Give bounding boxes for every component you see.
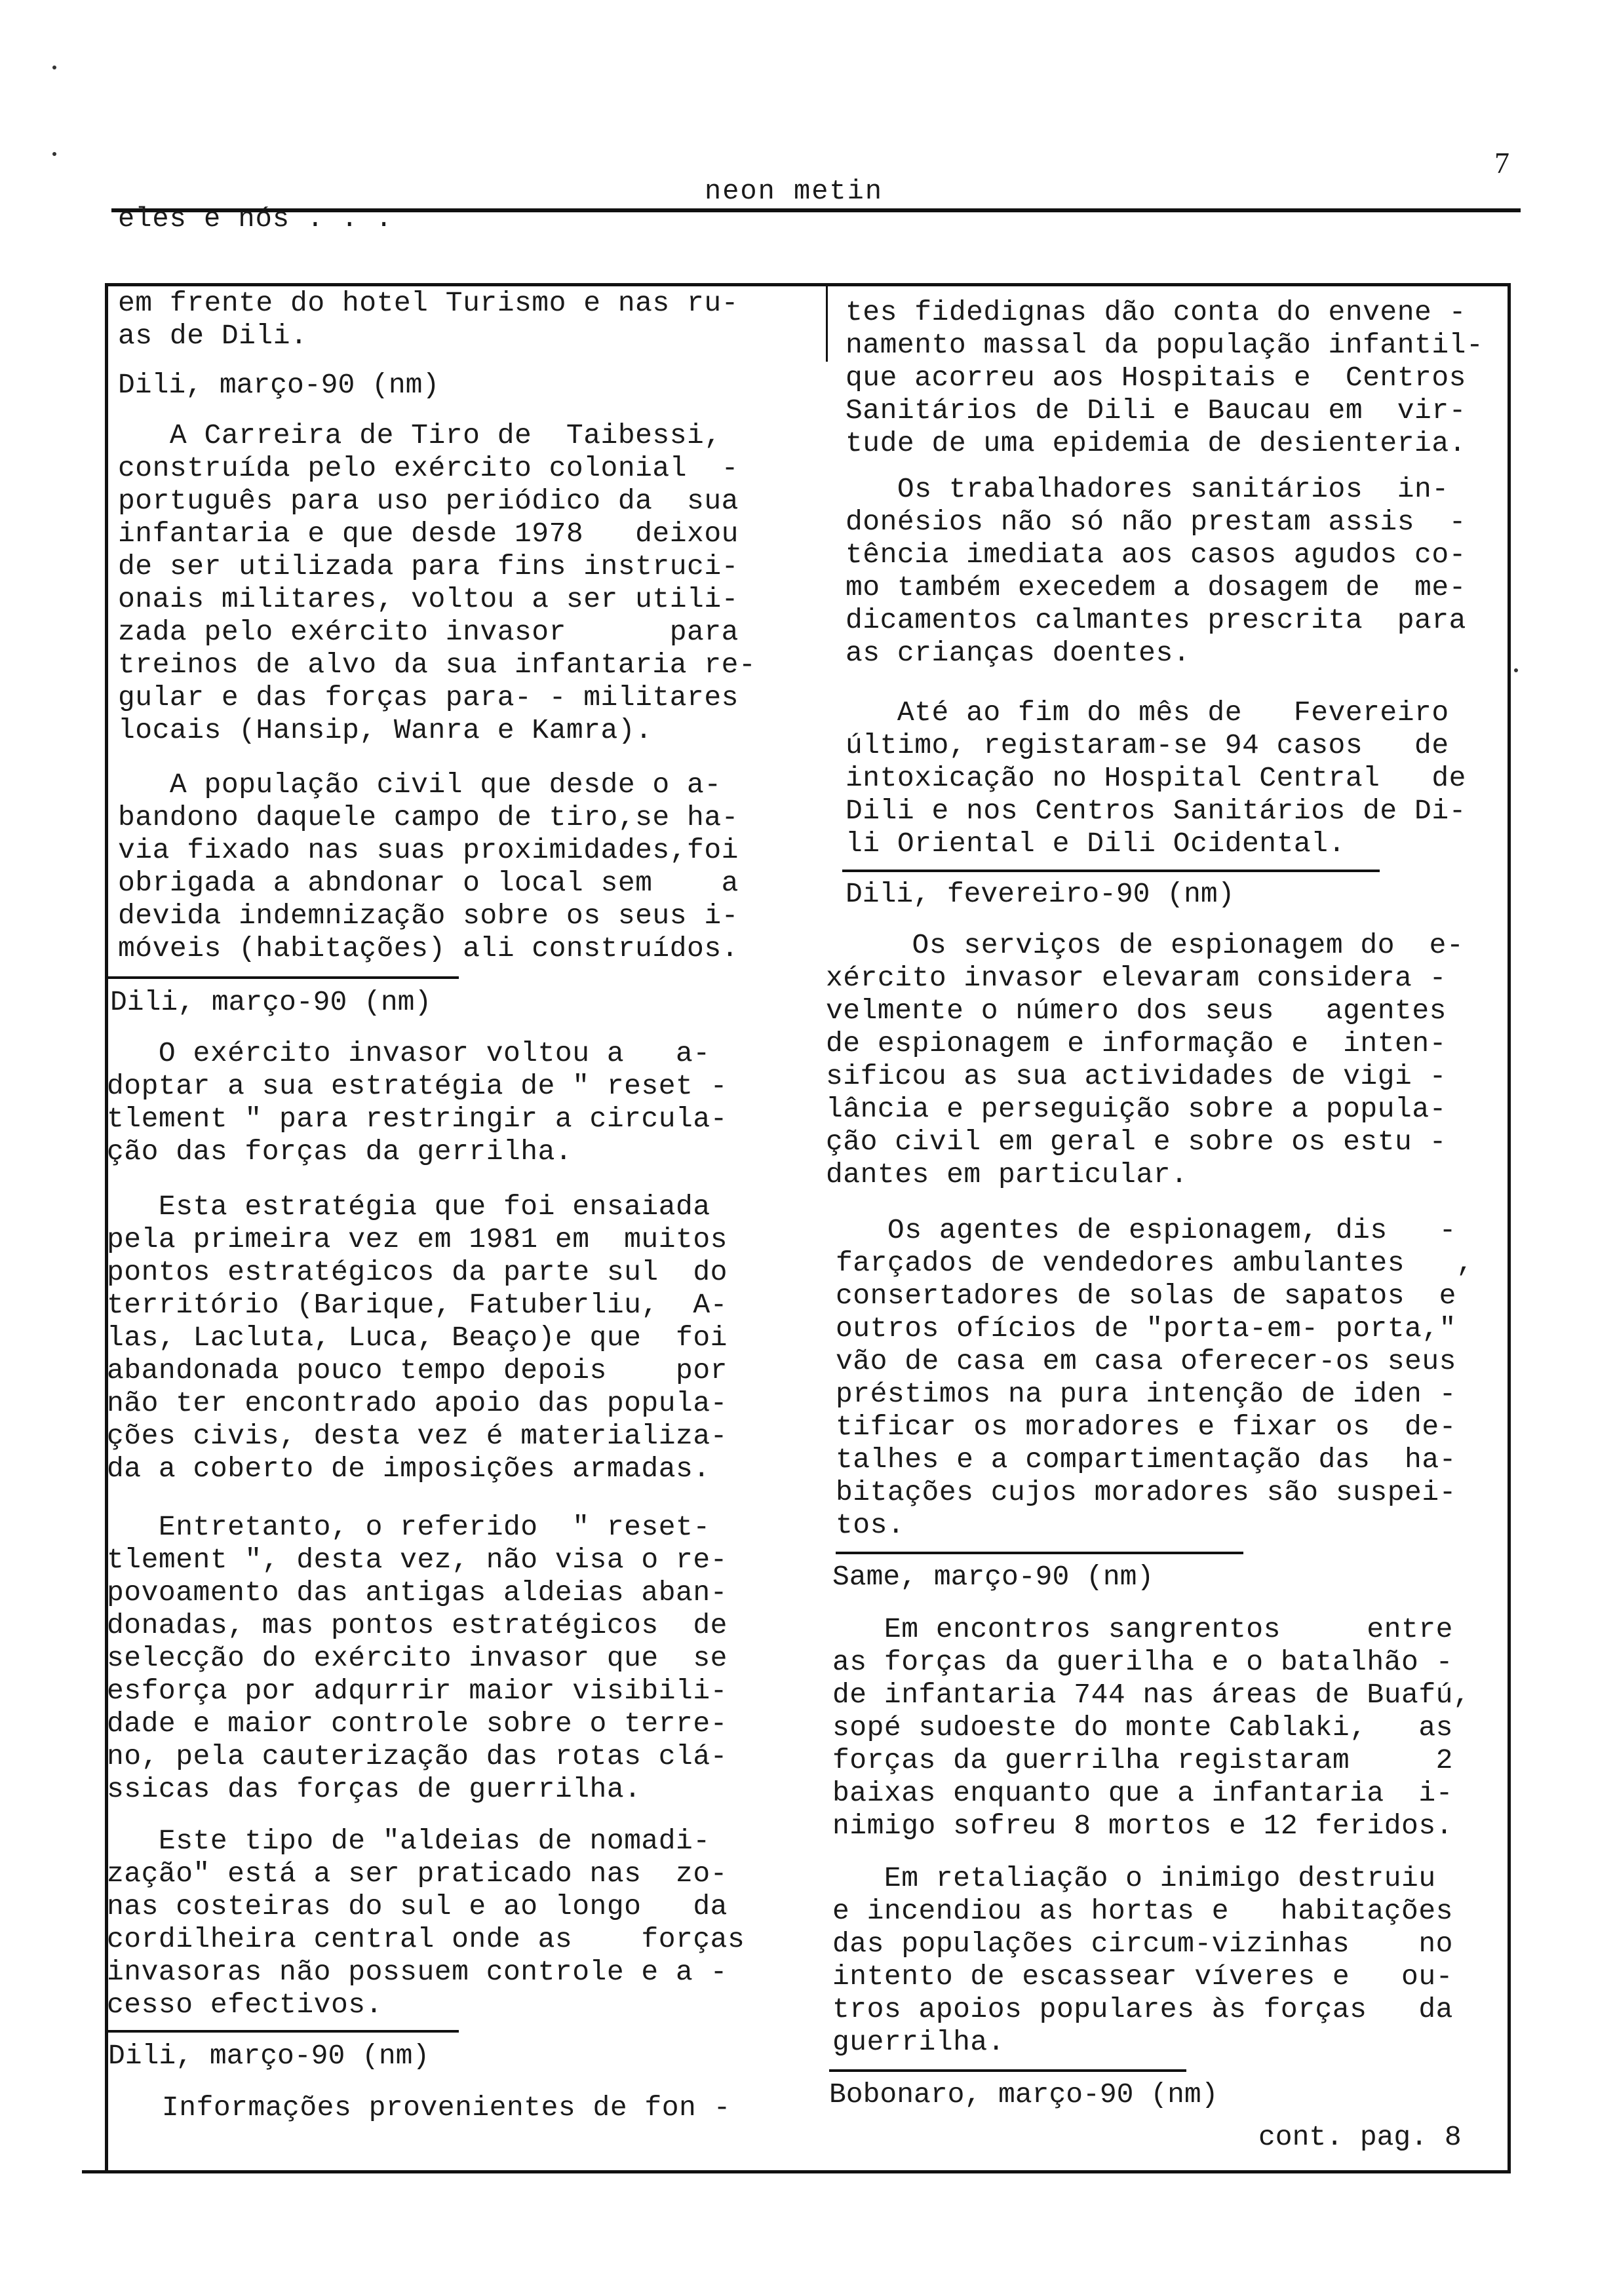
paragraph: tes fidedignas dão conta do envene - namento massal da população infantil- que acorreu aos Hospitais e Centros Sanitários de Dili e Baucau em vir- tude de uma epidemia de desienteria.	[846, 296, 1484, 459]
publication-title: neon metin	[705, 176, 884, 207]
paragraph: Até ao fim do mês de Fevereiro último, registaram-se 94 casos de intoxicação no Hospital Central de Dili e nos Centros Sanitários de Di- li Oriental e Dili Ocidental.	[846, 697, 1466, 860]
page-number: 7	[1494, 146, 1509, 180]
paragraph: Entretanto, o referido " reset- tlement ", desta vez, não visa o re- povoamento das antigas aldeias aban- donadas, mas pontos estratégicos de selecção do exército invasor que se esforça por adqurrir maior visibili- dade e maior controle sobre o terre- no, pela cauterização das rotas clá- ssicas das forças de guerrilha.	[107, 1511, 728, 1805]
dateline: Dili, março-90 (nm)	[108, 2040, 430, 2072]
dateline: Same, março-90 (nm)	[832, 1561, 1154, 1593]
scan-speck	[52, 66, 56, 69]
paragraph: Em encontros sangrentos entre as forças da guerilha e o batalhão - de infantaria 744 nas áreas de Buafú, sopé sudoeste do monte Cablaki, as forças da guerrilha registaram 2 baixas enquanto que a infantaria i- nimigo sofreu 8 mortos e 12 feridos.	[832, 1613, 1471, 1842]
frame-right	[1508, 283, 1511, 2173]
paragraph: Os serviços de espionagem do e- xército invasor elevaram considera - velmente o número dos seus agentes de espionagem e informação e inten- sificou as sua actividades de vigi - lância e perseguição sobre a popula- ção civil em geral e sobre os estu - dantes em particular.	[826, 929, 1464, 1191]
scan-speck	[52, 152, 56, 156]
paragraph: O exército invasor voltou a a- doptar a sua estratégia de " reset - tlement " para restringir a circula- ção das forças da gerrilha.	[107, 1037, 728, 1168]
article-separator	[108, 976, 459, 979]
article-separator	[108, 2030, 459, 2033]
article-separator	[836, 1552, 1243, 1554]
paragraph: Este tipo de "aldeias de nomadi- zação" está a ser praticado nas zo- nas costeiras do sul e ao longo da cordilheira central onde as forças invasoras não possuem controle e a - cesso efectivos.	[107, 1825, 745, 2021]
paragraph: Os trabalhadores sanitários in- donésios não só não prestam assis - tência imediata aos casos agudos co- mo também execedem a dosagem de me- dicamentos calmantes prescrita para as crianças doentes.	[846, 473, 1466, 669]
paragraph: Esta estratégia que foi ensaiada pela primeira vez em 1981 em muitos pontos estratégicos da parte sul do território (Barique, Fatuberliu, A- las, Lacluta, Luca, Beaço)e que foi abandonada pouco tempo depois por não ter encontrado apoio das popula- ções civis, desta vez é materializa- da a coberto de imposições armadas.	[107, 1191, 728, 1485]
frame-bottom	[82, 2170, 1511, 2173]
article-separator	[829, 2069, 1186, 2072]
section-title: eles e nós . . .	[118, 203, 393, 235]
paragraph: Os agentes de espionagem, dis - farçados de vendedores ambulantes , consertadores de solas de sapatos e outros ofícios de "porta-em- porta," vão de casa em casa oferecer-os seus préstimos na pura intenção de iden - tificar os moradores e fixar os de- talhes e a compartimentação das ha- bitações cujos moradores são suspei- tos.	[836, 1214, 1474, 1541]
dateline: Dili, março-90 (nm)	[118, 369, 440, 401]
column-divider	[826, 283, 828, 362]
paragraph: A população civil que desde o a- bandono daquele campo de tiro,se ha- via fixado nas suas proximidades,foi obrigada a abndonar o local sem a devida indemnização sobre os seus i- móveis (habitações) ali construídos.	[118, 769, 739, 965]
article-separator	[842, 870, 1380, 872]
paragraph: Informações provenientes de fon -	[110, 2092, 731, 2124]
scan-speck	[1514, 668, 1518, 672]
paragraph: Em retaliação o inimigo destruiu e incendiou as hortas e habitações das populações circum-vizinhas no intento de escassear víveres e ou- tros apoios populares às forças da guerrilha.	[832, 1862, 1453, 2058]
dateline: Dili, fevereiro-90 (nm)	[846, 878, 1235, 910]
paragraph: A Carreira de Tiro de Taibessi, construída pelo exército colonial - português para uso periódico da sua infantaria e que desde 1978 deixou de ser utilizada para fins instruci- onais militares, voltou a ser utili- zada pelo exército invasor para treinos de alvo da sua infantaria re- gular e das forças para- - militares locais (Hansip, Wanra e Kamra).	[118, 419, 756, 746]
dateline: Dili, março-90 (nm)	[110, 986, 432, 1018]
intro-text: em frente do hotel Turismo e nas ru- as de Dili.	[118, 287, 739, 352]
continuation-note: cont. pag. 8	[1258, 2121, 1462, 2153]
dateline: Bobonaro, março-90 (nm)	[829, 2078, 1218, 2111]
frame-top	[105, 283, 1511, 286]
